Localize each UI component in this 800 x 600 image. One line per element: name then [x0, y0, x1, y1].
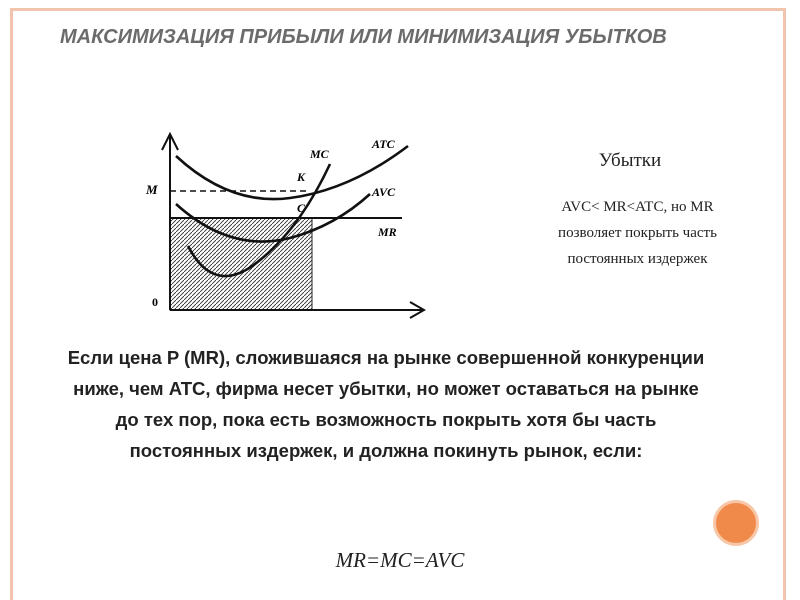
k-label: K: [297, 170, 306, 184]
loss-area: [170, 218, 312, 310]
avc-label: AVC: [372, 185, 396, 199]
decorative-circle-icon: [713, 500, 759, 546]
slide-title: МАКСИМИЗАЦИЯ ПРИБЫЛИ ИЛИ МИНИМИЗАЦИЯ УБЫТКОВ: [60, 26, 667, 48]
mr-label: MR: [378, 225, 397, 239]
m-axis-label: M: [146, 182, 158, 197]
formula: MR=MC=AVC: [335, 548, 465, 572]
mc-label: MC: [310, 147, 329, 161]
atc-label: ATC: [372, 137, 395, 151]
main-text: Если цена P (MR), сложившаяся на рынке совершенной конкуренции ниже, чем ATC, фирма несет убытки, но может оставаться на рынке до тех пор, пока есть возможность покрыть хотя бы часть постоянных издержек, и должна покинуть рынок, если:: [67, 347, 705, 461]
cost-curves-diagram: [140, 128, 440, 328]
origin-label: 0: [152, 295, 158, 309]
c-label: C: [297, 201, 306, 215]
side-note: AVC< MR<ATC, но MR позволяет покрыть часть постоянных издержек: [558, 199, 717, 267]
side-heading: Убытки: [598, 150, 662, 171]
